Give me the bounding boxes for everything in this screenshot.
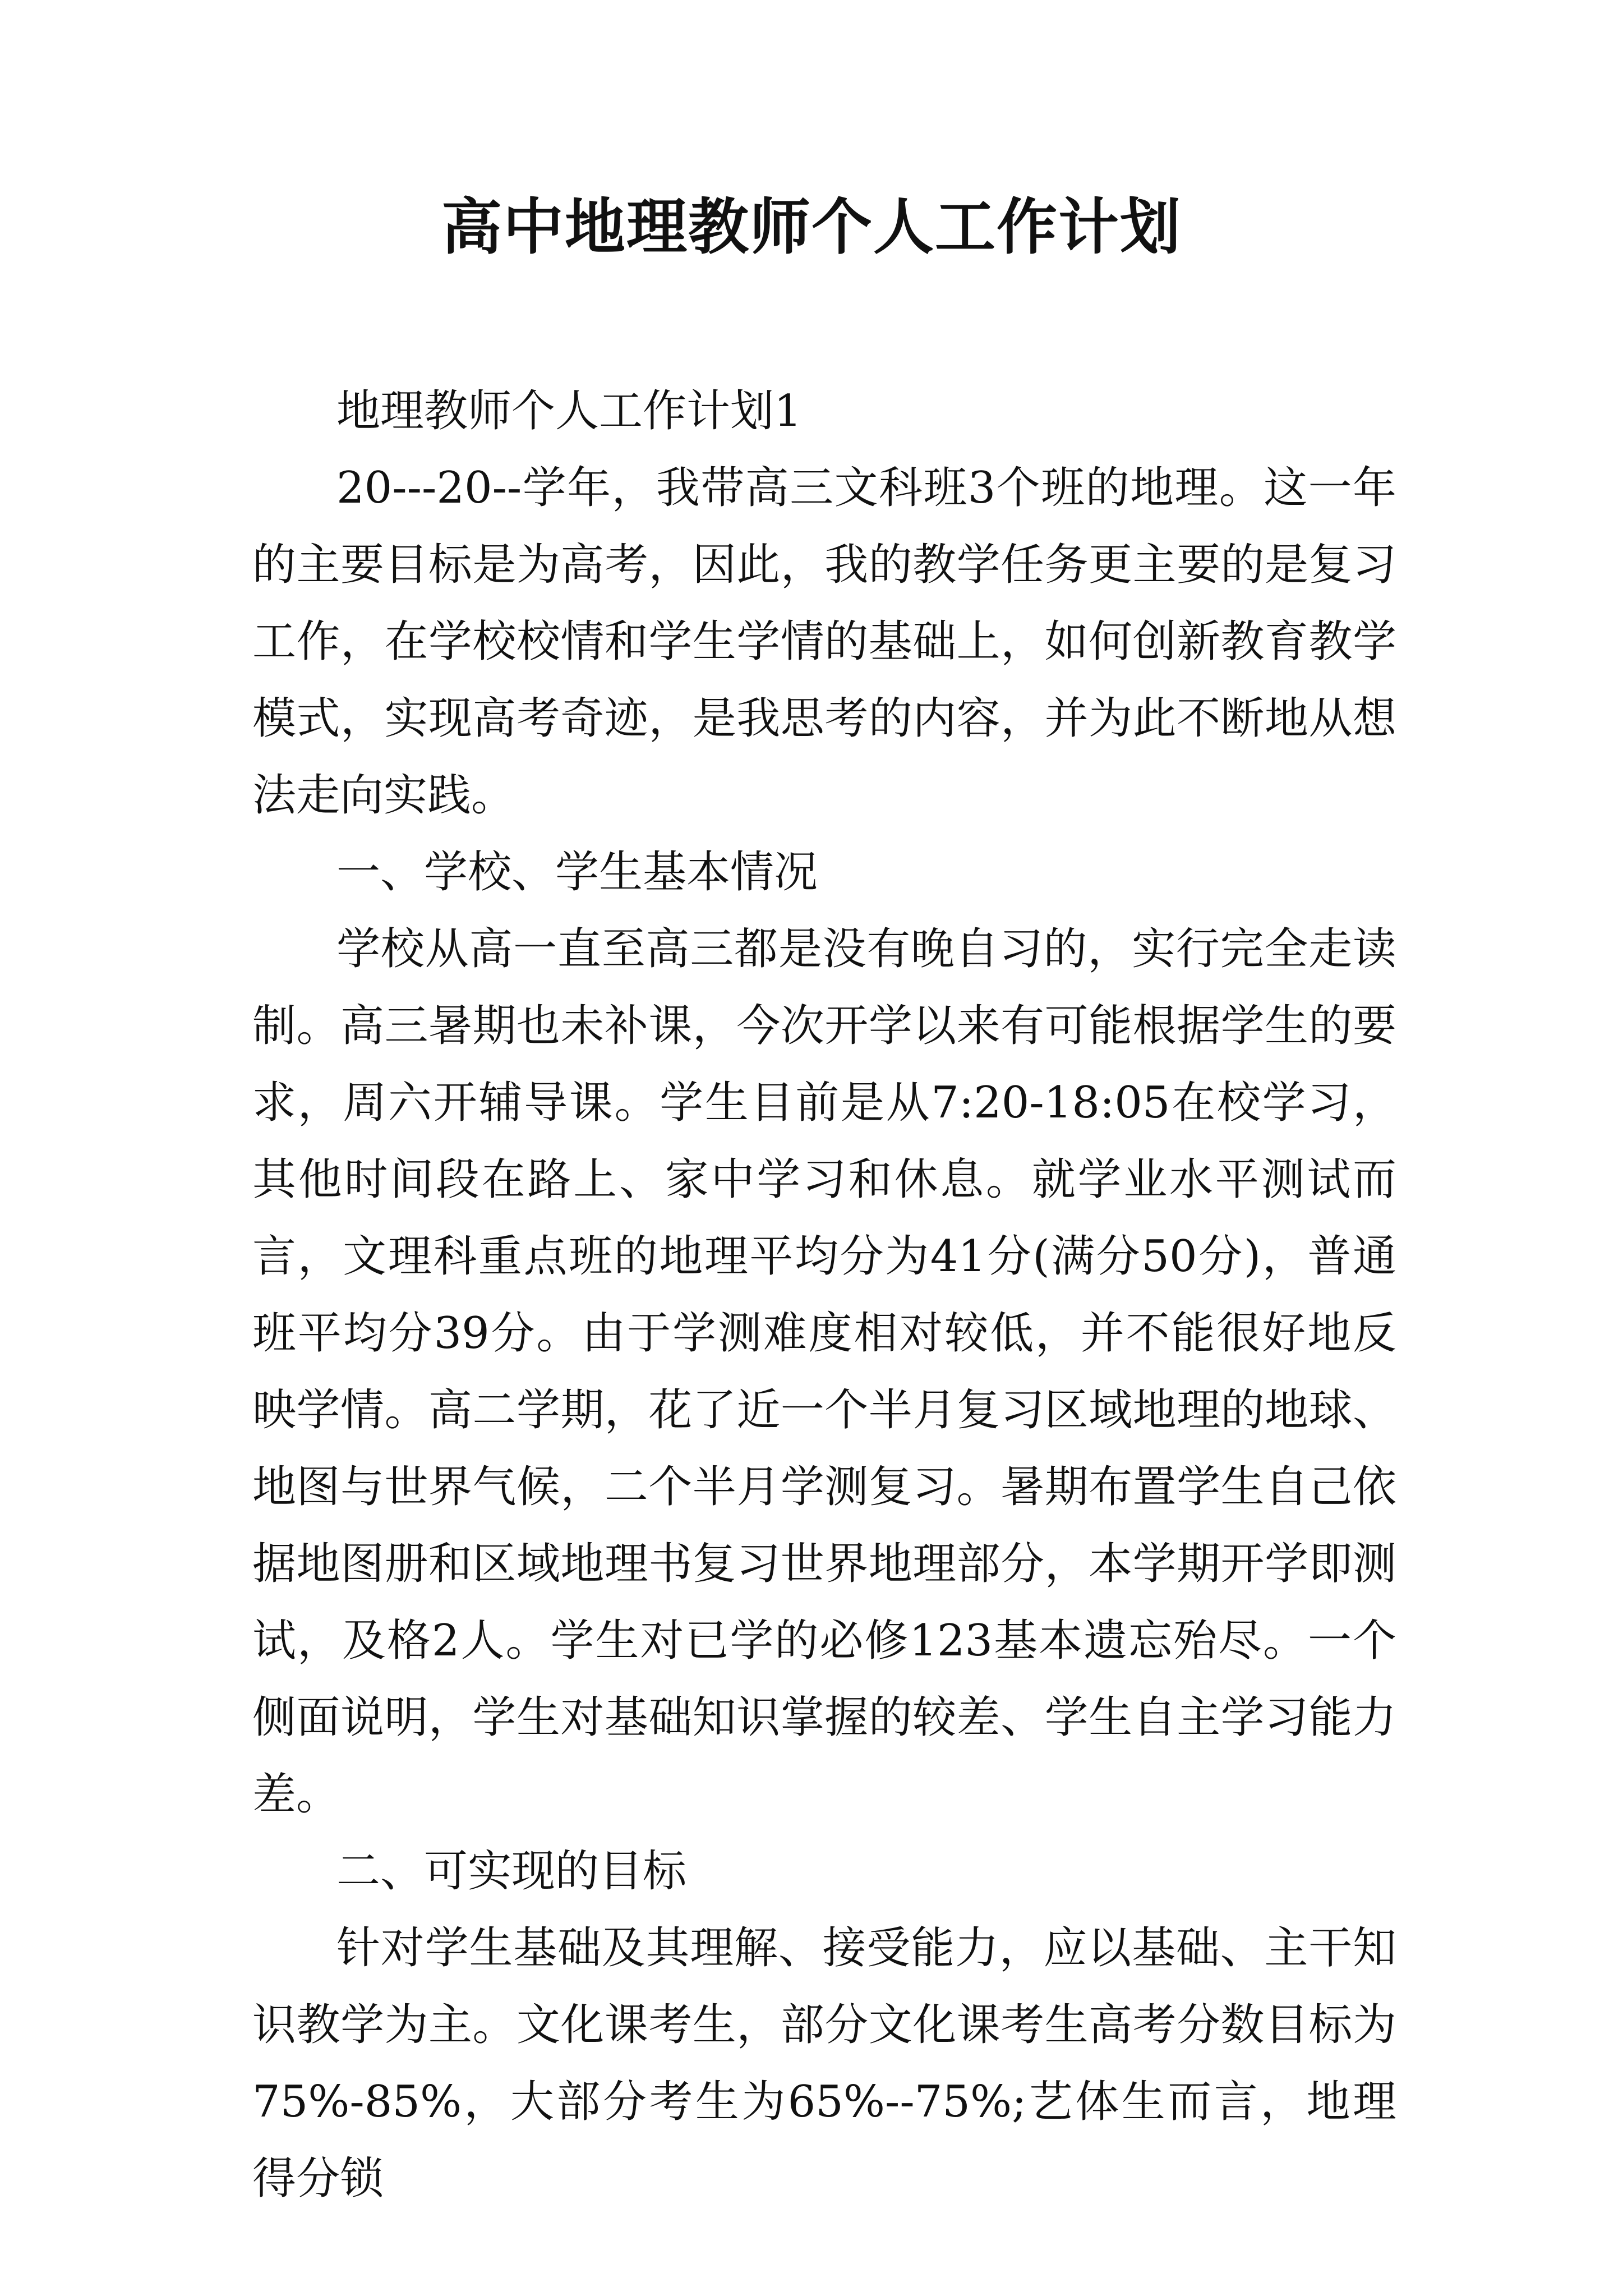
document-body — [252, 373, 1396, 2217]
paragraph-basic-situation: 学校从高一直至高三都是没有晚自习的，实行完全走读制。高三暑期也未补课，今次开学以来有可能根据学生的要求，周六开辅导课。学生目前是从7:20-18:05在校学习，其他时间段在路上、家中学习和休息。就学业水平测试而言，文理科重点班的地理平均分为41分(满分50分)，普通班平均分39分。由于学测难度相对较低，并不能很好地反映学情。高二学期，花了近一个半月复习区域地理的地球、地图与世界气候，二个半月学测复习。暑期布置学生自己依据地图册和区域地理书复习世界地理部分，本学期开学即测试，及格2人。学生对已学的必修123基本遗忘殆尽。一个侧面说明，学生对基础知识掌握的较差、学生自主学习能力差。 — [252, 924, 1396, 1820]
paragraph-goals: 针对学生基础及其理解、接受能力，应以基础、主干知识教学为主。文化课考生，部分文化课考生高考分数目标为75%-85%，大部分考生为65%--75%;艺体生而言，地理得分锁 — [252, 1923, 1396, 2204]
paragraph-intro: 20---20--学年，我带高三文科班3个班的地理。这一年的主要目标是为高考，因此，我的教学任务更主要的是复习工作，在学校校情和学生学情的基础上，如何创新教育教学模式，实现高考奇迹，是我思考的内容，并为此不断地从想法走向实践。 — [252, 463, 1396, 821]
section-heading-goals: 二、可实现的目标 — [336, 1846, 687, 1897]
section-heading-basic-situation: 一、学校、学生基本情况 — [336, 847, 818, 898]
document-title: 高中地理教师个人工作计划 — [441, 192, 1182, 263]
section-heading-plan-1: 地理教师个人工作计划1 — [336, 386, 802, 436]
